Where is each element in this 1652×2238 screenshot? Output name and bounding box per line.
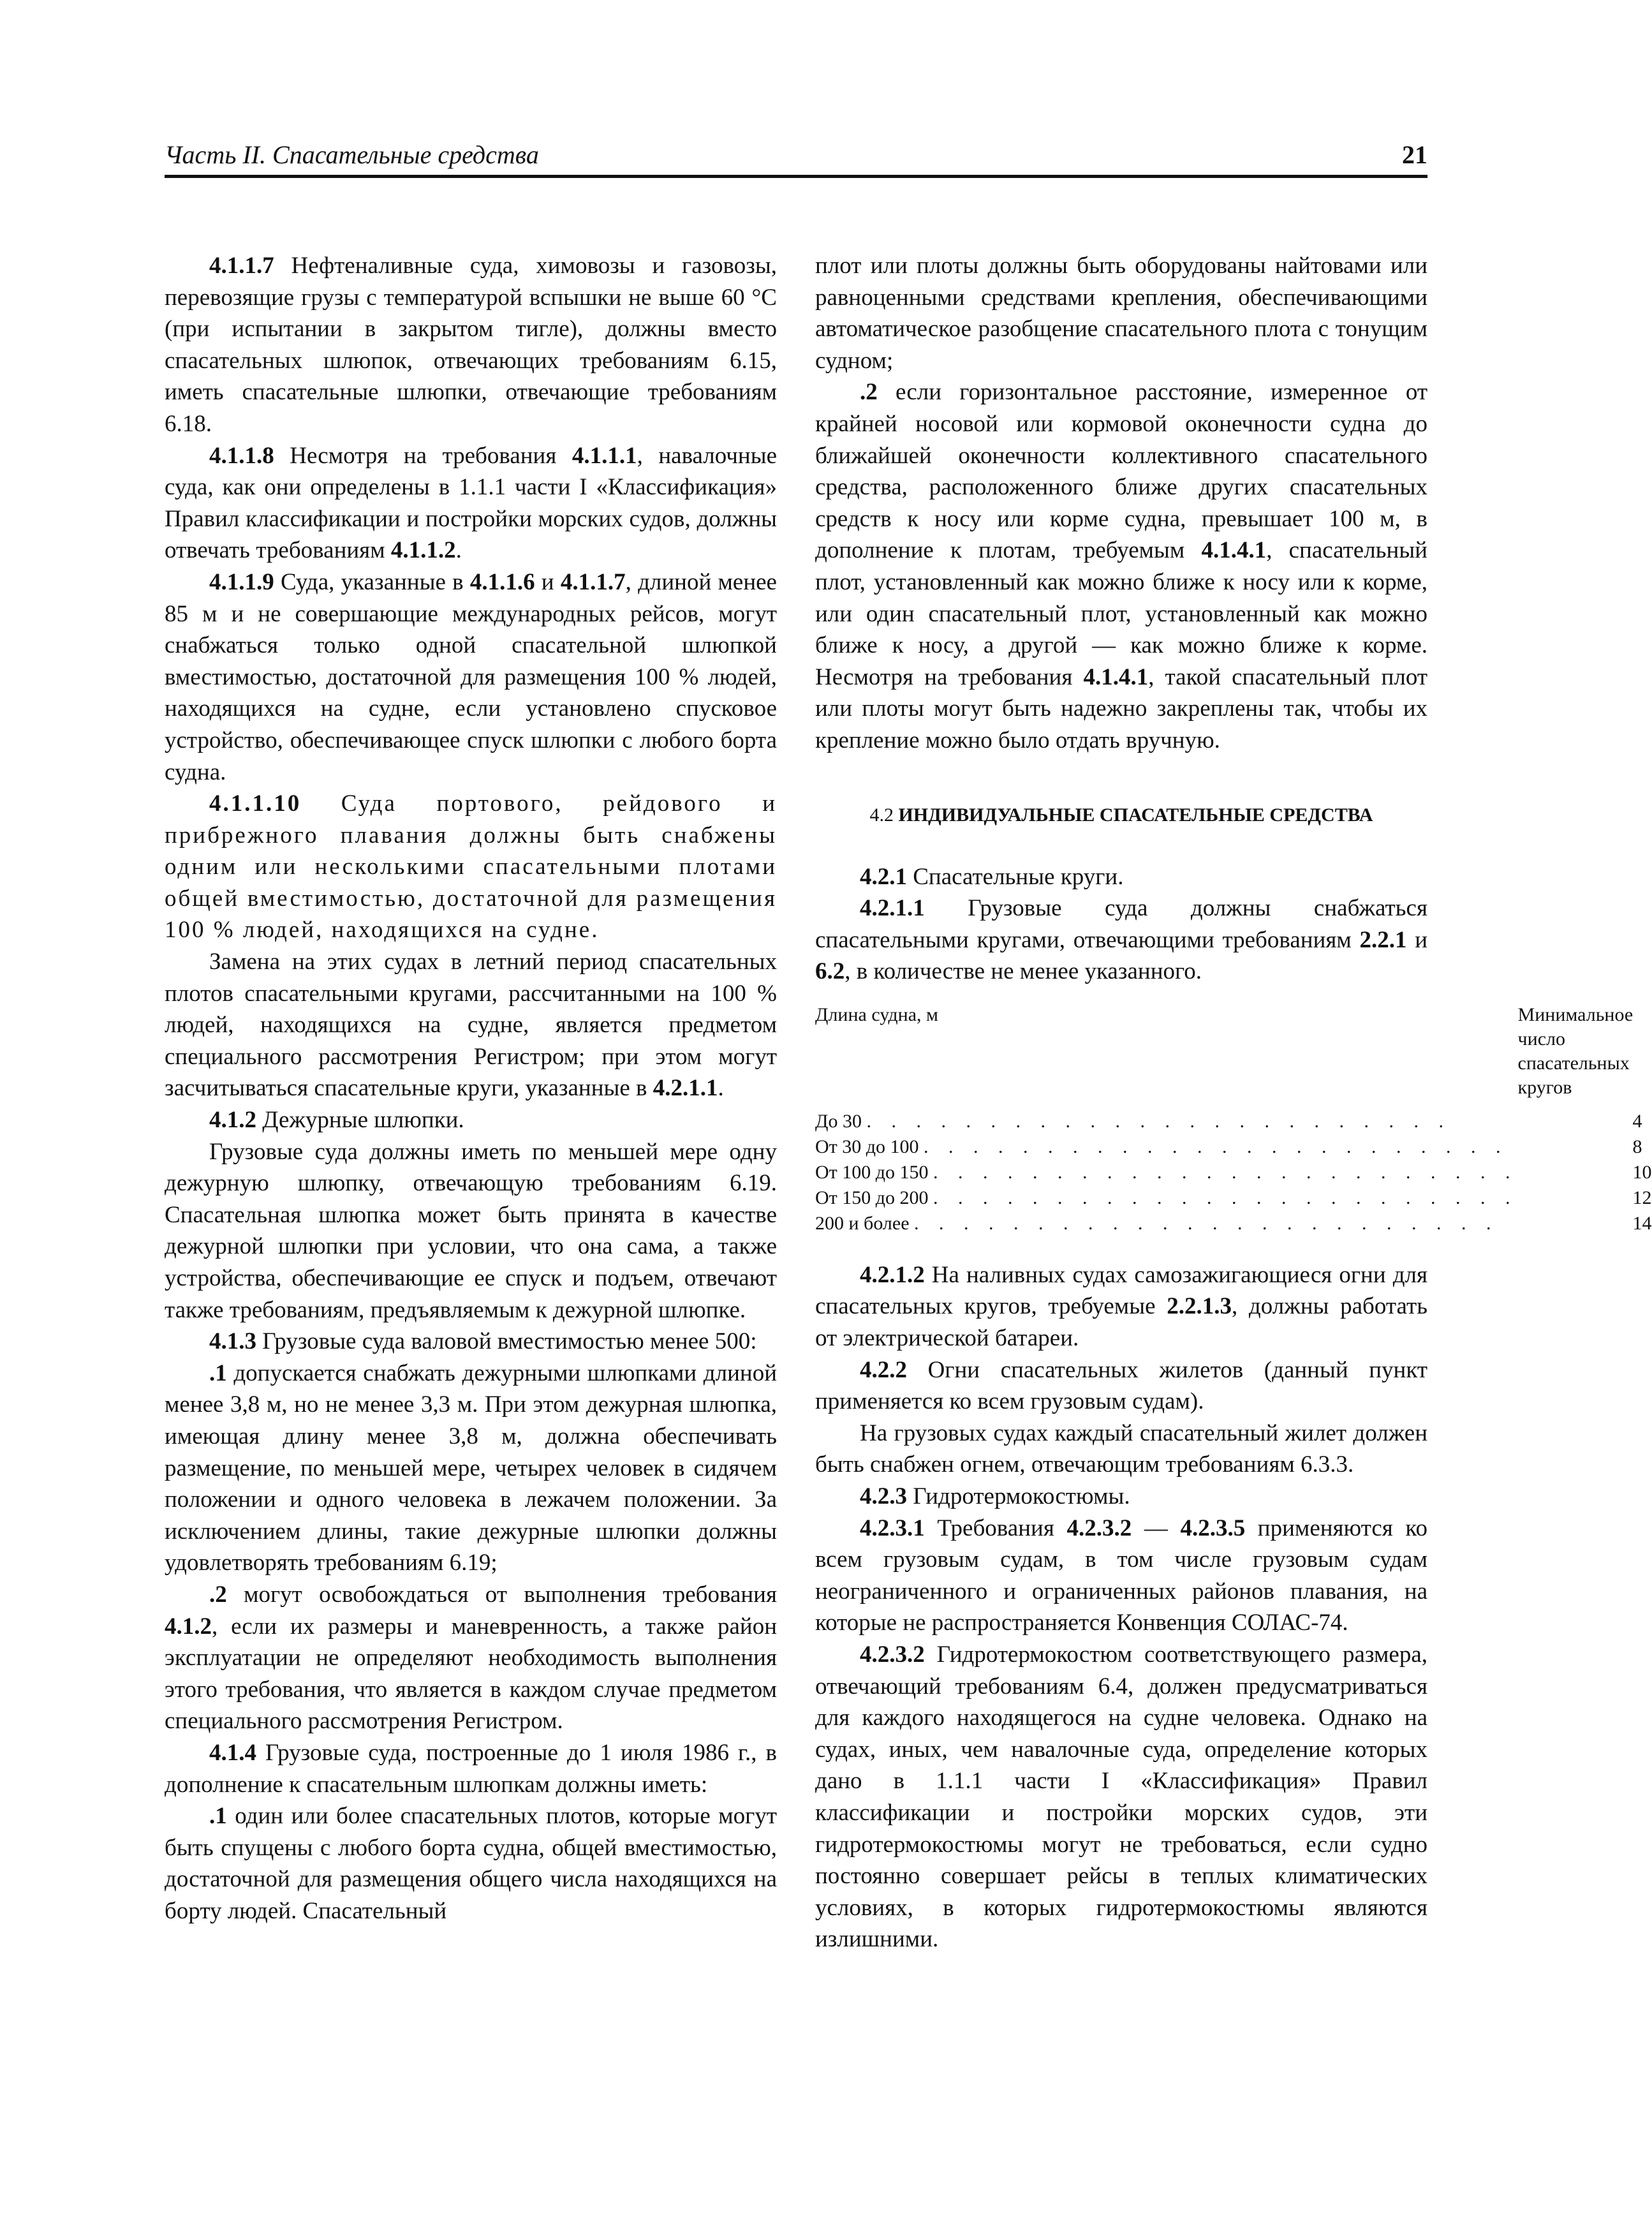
clause-4-2-1-2: 4.2.1.2 На наливных судах самозажигающиеся огни для спасательных кругов, требуемые 2.2.1.3, должны работать от электрической батареи. (815, 1261, 1427, 1352)
paragraph-continuation: плот или плоты должны быть оборудованы найтовами или равноценными средствами крепления, обеспечивающими автоматическое разобщение спасательного плота с тонущим судном; (815, 253, 1427, 374)
table-cell-count: 14 (1632, 1212, 1652, 1234)
clause-4-1-2: 4.1.2 Дежурные шлюпки. (209, 1107, 464, 1134)
clause-4-2-3-2: 4.2.3.2 Гидротермокостюм соответствующего размера, отвечающий требованиям 6.4, должен предусматриваться для каждого находящегося на судне человека. Однако на судах, иных, чем навалочные суда, определение которых дано в 1.1.1 части I «Классификация» Правил классификации и постройки морских судов, эти гидротермокостюмы могут не требоваться, если судно постоянно совершает рейсы в теплых климатических условиях, в которых гидротермокостюмы являются излишними. (815, 1641, 1427, 1953)
leader-dots: . . . . . . . . . . . . . . . . . . . . . . . . (914, 1212, 1499, 1234)
paragraph-lifejacket-lights: На грузовых судах каждый спасательный жилет должен быть снабжен огнем, отвечающим требованиям 6.3.3. (815, 1419, 1427, 1478)
table-cell-count: 12 (1632, 1187, 1652, 1208)
clause-4-2-2: 4.2.2 Огни спасательных жилетов (данный пункт применяется ко всем грузовым судам). (815, 1356, 1427, 1415)
table-cell-length: От 30 до 100 . . . . . . . . . . . . . . . . . . . . . . . . (815, 1136, 1508, 1157)
subclause-4-1-4-2: .2 если горизонтальное расстояние, измеренное от крайней носовой или кормовой оконечности судна до ближайшей оконечности коллективного спасательного средства, расположенного ближе других спасательных средств к носу или корме судна, превышает 100 м, в дополнение к плотам, требуемым 4.1.4.1, спасательный плот, установленный как можно ближе к носу или к корме, или один спасательный плот, установленный как можно ближе к носу, а другой — как можно ближе к корме. Несмотря на требования 4.1.4.1, такой спасательный плот или плоты могут быть надежно закреплены так, чтобы их крепление можно было отдать вручную. (815, 379, 1427, 753)
table-cell-length: До 30 . . . . . . . . . . . . . . . . . . . . . . . . (815, 1110, 1451, 1132)
leader-dots: . . . . . . . . . . . . . . . . . . . . . . . . (924, 1136, 1508, 1157)
left-column (165, 250, 777, 1927)
table-row (815, 1211, 1652, 1236)
table-cell-count: 4 (1632, 1110, 1642, 1132)
clause-4-1-3: 4.1.3 Грузовые суда валовой вместимостью менее 500: (209, 1328, 757, 1355)
clause-4-1-1-8: 4.1.1.8 Несмотря на требования 4.1.1.1, навалочные суда, как они определены в 1.1.1 части I «Классификация» Правил классификации и постройки морских судов, должны отвечать требованиям 4.1.1.2. (165, 442, 777, 564)
table-cell-count: 10 (1632, 1161, 1652, 1183)
page-number: 21 (1402, 140, 1427, 169)
running-header (165, 134, 1427, 178)
paragraph-rescue-boats: Грузовые суда должны иметь по меньшей мере одну дежурную шлюпку, отвечающую требованиям 6.19. Спасательная шлюпка может быть принята в качестве дежурной шлюпки при условии, что она сама, а также устройства, обеспечивающие ее спуск и подъем, отвечают также требованиям, предъявляемым к дежурной шлюпке. (165, 1138, 777, 1323)
table-row (815, 1134, 1652, 1160)
table-cell-length: От 150 до 200 . . . . . . . . . . . . . . . . . . . . . . . . (815, 1187, 1518, 1208)
table-header-length: Длина судна, м (815, 1004, 939, 1025)
table-row (815, 1160, 1652, 1185)
paragraph-summer-replacement: Замена на этих судах в летний период спасательных плотов спасательными кругами, рассчитанными на 100 % людей, находящихся на судне, является предметом специального рассмотрения Регистром; при этом могут засчитываться спасательные круги, указанные в 4.2.1.1. (165, 949, 777, 1102)
table-header-count: Минимальное число спасательных кругов (1517, 1004, 1634, 1098)
lifebuoy-table (815, 1003, 1652, 1236)
running-title: Часть II. Спасательные средства (165, 140, 539, 169)
clause-4-1-1-9: 4.1.1.9 Суда, указанные в 4.1.1.6 и 4.1.1.7, длиной менее 85 м и не совершающие международных рейсов, могут снабжаться только одной спасательной шлюпкой вместимостью, достаточной для размещения 100 % людей, находящихся на судне, если установлено спусковое устройство, обеспечивающее спуск шлюпки с любого борта судна. (165, 568, 777, 785)
table-cell-count: 8 (1632, 1136, 1642, 1157)
clause-4-2-3: 4.2.3 Гидротермокостюмы. (860, 1483, 1130, 1510)
leader-dots: . . . . . . . . . . . . . . . . . . . . . . . . (933, 1161, 1518, 1183)
clause-4-1-4: 4.1.4 Грузовые суда, построенные до 1 июля 1986 г., в дополнение к спасательным шлюпкам должны иметь: (165, 1739, 777, 1798)
right-column (815, 250, 1652, 1955)
table-row (815, 1185, 1652, 1211)
clause-4-2-3-1: 4.2.3.1 Требования 4.2.3.2 — 4.2.3.5 применяются ко всем грузовым судам, в том числе грузовым судам неограниченного и ограниченных районов плавания, на которые не распространяется Конвенция СОЛАС-74. (815, 1515, 1427, 1636)
subclause-4-1-4-1: .1 один или более спасательных плотов, которые могут быть спущены с любого борта судна, общей вместимостью, достаточной для размещения общего числа находящихся на борту людей. Спасательный (165, 1803, 777, 1924)
clause-4-1-1-10: 4.1.1.10 Суда портового, рейдового и прибрежного плавания должны быть снабжены одним или несколькими спасательными плотами общей вместимостью, достаточной для размещения 100 % людей, находящихся на судне. (165, 790, 777, 944)
leader-dots: . . . . . . . . . . . . . . . . . . . . . . . . (933, 1187, 1518, 1208)
clause-4-2-1-1: 4.2.1.1 Грузовые суда должны снабжаться спасательными кругами, отвечающими требованиям 2.2.1 и 6.2, в количестве не менее указанного. (815, 895, 1428, 985)
clause-4-1-1-7: 4.1.1.7 Нефтеналивные суда, химовозы и газовозы, перевозящие грузы с температурой вспышки не выше 60 °С (при испытании в закрытом тигле), должны вместо спасательных шлюпок, отвечающих требованиям 6.15, иметь спасательные шлюпки, отвечающие требованиям 6.18. (165, 253, 777, 437)
table-row (815, 1109, 1652, 1134)
section-heading-4-2: 4.2 ИНДИВИДУАЛЬНЫЕ СПАСАТЕЛЬНЫЕ СРЕДСТВА (869, 804, 1373, 826)
table-cell-length: От 100 до 150 . . . . . . . . . . . . . . . . . . . . . . . . (815, 1161, 1518, 1183)
subclause-4-1-3-2: .2 могут освобождаться от выполнения требования 4.1.2, если их размеры и маневренность, а также район эксплуатации не определяют необходимость выполнения этого требования, что является в каждом случае предметом специального рассмотрения Регистром. (165, 1581, 777, 1735)
clause-4-2-1: 4.2.1 Спасательные круги. (860, 863, 1124, 890)
subclause-4-1-3-1: .1 допускается снабжать дежурными шлюпками длиной менее 3,8 м, но не менее 3,3 м. При этом дежурная шлюпка, имеющая длину менее 3,8 м, должна обеспечивать размещение, по меньшей мере, четырех человек в сидячем положении и одного человека в лежачем положении. За исключением длины, такие дежурные шлюпки должны удовлетворять требованиям 6.19; (165, 1360, 777, 1576)
table-header-row (815, 1003, 1652, 1109)
table-cell-length: 200 и более . . . . . . . . . . . . . . . . . . . . . . . . (815, 1212, 1499, 1234)
leader-dots: . . . . . . . . . . . . . . . . . . . . . . . . (866, 1110, 1451, 1132)
